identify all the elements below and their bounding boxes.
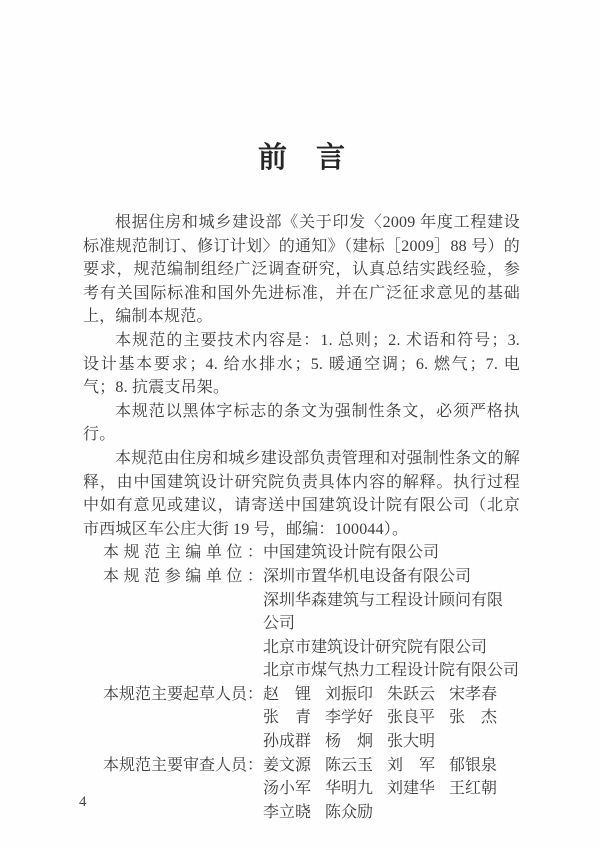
- drafter-name: 朱跃云: [387, 685, 436, 703]
- chief-editor-label: 本规范主编单位：: [103, 544, 263, 562]
- drafters-row: [103, 683, 520, 754]
- drafter-name: [449, 730, 511, 754]
- drafters-names: [263, 683, 520, 754]
- co-editor-line: 深圳市置华机电设备有限公司: [263, 567, 472, 585]
- reviewer-name: 华明九: [325, 780, 374, 798]
- reviewers-row: [103, 754, 520, 825]
- reviewer-name: 陈众励: [325, 803, 374, 821]
- drafter-name: 李学好: [325, 709, 374, 727]
- drafter-name: 宋孝春: [449, 685, 498, 703]
- reviewer-name: [387, 801, 449, 825]
- drafters-label: 本规范主要起草人员：: [103, 685, 264, 703]
- drafter-name: 杨 炯: [325, 733, 374, 751]
- reviewer-name: 王红朝: [449, 780, 498, 798]
- drafter-name: 张大明: [387, 733, 436, 751]
- reviewer-name: 李立晓: [263, 803, 312, 821]
- co-editors-list: [263, 565, 520, 683]
- page-title: 前 言: [257, 142, 345, 174]
- drafter-name: 刘振印: [325, 685, 374, 703]
- page-number: 4: [79, 794, 87, 810]
- co-editor-line: 北京市建筑设计研究院有限公司: [263, 638, 488, 656]
- reviewer-name: 姜文源: [263, 756, 312, 774]
- chief-editor-value: 中国建筑设计院有限公司: [263, 544, 440, 562]
- reviewers-names: [263, 754, 520, 825]
- reviewer-name: [449, 801, 511, 825]
- co-editors-row: [103, 565, 520, 683]
- drafter-name: 张 青: [263, 709, 312, 727]
- drafter-name: 张 杰: [449, 709, 498, 727]
- paragraph-basis: 根据住房和城乡建设部《关于印发〈2009 年度工程建设标准规范制订、修订计划〉的通知》（建标［2009］88 号）的要求，规范编制组经广泛调查研究，认真总结实践经验，参考有关国际标准和国外先进标准，并在广泛征求意见的基础上，编制本规范。: [83, 214, 520, 326]
- co-editor-line: 公司: [263, 615, 296, 633]
- chief-editor-row: [103, 541, 520, 565]
- drafter-name: 赵 锂: [263, 685, 312, 703]
- paragraph-mandatory-clauses: 本规范以黑体字标志的条文为强制性条文，必须严格执行。: [83, 402, 520, 444]
- paragraph-contents: 本规范的主要技术内容是：1. 总则；2. 术语和符号；3. 设计基本要求；4. 给水排水；5. 暖通空调；6. 燃气；7. 电气；8. 抗震支吊架。: [83, 331, 520, 397]
- drafter-name: 张良平: [387, 709, 436, 727]
- paragraph-administration: 本规范由住房和城乡建设部负责管理和对强制性条文的解释，由中国建筑设计研究院负责具体内容的解释。执行过程中如有意见或建议，请寄送中国建筑设计院有限公司（北京市西城区车公庄大街 19 号，邮编：100044）。: [83, 449, 521, 538]
- page-content: [83, 142, 520, 824]
- co-editors-label: 本规范参编单位：: [103, 567, 263, 585]
- preface-body: [83, 211, 520, 541]
- co-editor-line: 北京市煤气热力工程设计院有限公司: [263, 662, 520, 680]
- co-editor-line: 深圳华森建筑与工程设计顾问有限: [263, 591, 504, 609]
- reviewer-name: 汤小军: [263, 780, 312, 798]
- reviewer-name: 刘 军: [387, 756, 436, 774]
- reviewer-name: 刘建华: [387, 780, 436, 798]
- editorial-section: [83, 541, 520, 824]
- reviewer-name: 陈云玉: [325, 756, 374, 774]
- drafter-name: 孙成群: [263, 733, 312, 751]
- reviewers-label: 本规范主要审查人员：: [103, 756, 264, 774]
- reviewer-name: 郁银泉: [449, 756, 498, 774]
